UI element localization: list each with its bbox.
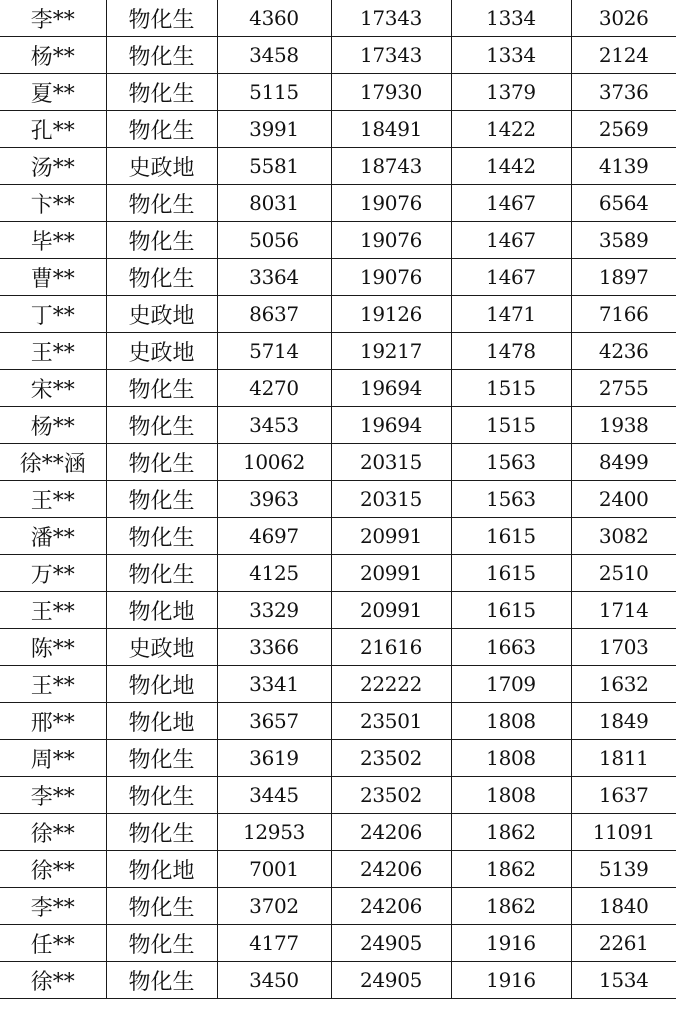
value-cell-4: 2261 bbox=[571, 925, 676, 962]
value-cell-1: 8637 bbox=[217, 296, 331, 333]
value-cell-2: 23502 bbox=[331, 777, 451, 814]
student-name-cell: 夏** bbox=[0, 74, 106, 111]
student-name-cell: 汤** bbox=[0, 148, 106, 185]
student-name-cell: 徐** bbox=[0, 962, 106, 999]
value-cell-1: 4697 bbox=[217, 518, 331, 555]
value-cell-2: 17343 bbox=[331, 0, 451, 37]
student-name-cell: 曹** bbox=[0, 259, 106, 296]
value-cell-4: 11091 bbox=[571, 814, 676, 851]
student-name-cell: 王** bbox=[0, 481, 106, 518]
table-row bbox=[0, 444, 676, 481]
table-row bbox=[0, 962, 676, 999]
value-cell-4: 1714 bbox=[571, 592, 676, 629]
value-cell-4: 1632 bbox=[571, 666, 676, 703]
student-name-cell: 丁** bbox=[0, 296, 106, 333]
value-cell-1: 3450 bbox=[217, 962, 331, 999]
student-name-cell: 杨** bbox=[0, 37, 106, 74]
student-name-cell: 孔** bbox=[0, 111, 106, 148]
value-cell-1: 3445 bbox=[217, 777, 331, 814]
subject-combo-cell: 物化地 bbox=[106, 592, 217, 629]
value-cell-1: 5115 bbox=[217, 74, 331, 111]
value-cell-3: 1862 bbox=[451, 888, 571, 925]
value-cell-2: 20991 bbox=[331, 555, 451, 592]
subject-combo-cell: 物化生 bbox=[106, 444, 217, 481]
value-cell-2: 21616 bbox=[331, 629, 451, 666]
value-cell-3: 1862 bbox=[451, 851, 571, 888]
student-name-cell: 杨** bbox=[0, 407, 106, 444]
value-cell-2: 20315 bbox=[331, 444, 451, 481]
value-cell-1: 4125 bbox=[217, 555, 331, 592]
table-row bbox=[0, 740, 676, 777]
subject-combo-cell: 物化生 bbox=[106, 222, 217, 259]
subject-combo-cell: 物化生 bbox=[106, 0, 217, 37]
value-cell-3: 1862 bbox=[451, 814, 571, 851]
value-cell-1: 3364 bbox=[217, 259, 331, 296]
table-row bbox=[0, 74, 676, 111]
subject-combo-cell: 物化生 bbox=[106, 74, 217, 111]
student-name-cell: 任** bbox=[0, 925, 106, 962]
subject-combo-cell: 物化生 bbox=[106, 481, 217, 518]
value-cell-1: 5714 bbox=[217, 333, 331, 370]
subject-combo-cell: 物化生 bbox=[106, 555, 217, 592]
table-row bbox=[0, 370, 676, 407]
value-cell-1: 10062 bbox=[217, 444, 331, 481]
value-cell-3: 1663 bbox=[451, 629, 571, 666]
value-cell-4: 2400 bbox=[571, 481, 676, 518]
value-cell-2: 19694 bbox=[331, 370, 451, 407]
value-cell-3: 1808 bbox=[451, 777, 571, 814]
value-cell-4: 4139 bbox=[571, 148, 676, 185]
student-name-cell: 潘** bbox=[0, 518, 106, 555]
student-name-cell: 王** bbox=[0, 666, 106, 703]
value-cell-2: 22222 bbox=[331, 666, 451, 703]
value-cell-1: 3963 bbox=[217, 481, 331, 518]
value-cell-2: 19694 bbox=[331, 407, 451, 444]
subject-combo-cell: 物化生 bbox=[106, 185, 217, 222]
subject-combo-cell: 物化生 bbox=[106, 777, 217, 814]
student-name-cell: 周** bbox=[0, 740, 106, 777]
value-cell-4: 2569 bbox=[571, 111, 676, 148]
subject-combo-cell: 史政地 bbox=[106, 148, 217, 185]
subject-combo-cell: 史政地 bbox=[106, 629, 217, 666]
value-cell-2: 19217 bbox=[331, 333, 451, 370]
subject-combo-cell: 物化生 bbox=[106, 925, 217, 962]
value-cell-3: 1478 bbox=[451, 333, 571, 370]
value-cell-4: 1703 bbox=[571, 629, 676, 666]
value-cell-1: 3619 bbox=[217, 740, 331, 777]
value-cell-3: 1515 bbox=[451, 370, 571, 407]
table-row bbox=[0, 666, 676, 703]
value-cell-2: 24206 bbox=[331, 814, 451, 851]
value-cell-4: 1849 bbox=[571, 703, 676, 740]
value-cell-1: 3458 bbox=[217, 37, 331, 74]
value-cell-3: 1808 bbox=[451, 740, 571, 777]
subject-combo-cell: 物化生 bbox=[106, 888, 217, 925]
value-cell-1: 5581 bbox=[217, 148, 331, 185]
table-row bbox=[0, 222, 676, 259]
subject-combo-cell: 物化生 bbox=[106, 37, 217, 74]
value-cell-1: 3453 bbox=[217, 407, 331, 444]
value-cell-1: 3991 bbox=[217, 111, 331, 148]
value-cell-4: 2510 bbox=[571, 555, 676, 592]
value-cell-1: 4360 bbox=[217, 0, 331, 37]
student-name-cell: 徐** bbox=[0, 814, 106, 851]
value-cell-3: 1422 bbox=[451, 111, 571, 148]
table-row bbox=[0, 481, 676, 518]
subject-combo-cell: 物化生 bbox=[106, 962, 217, 999]
student-name-cell: 宋** bbox=[0, 370, 106, 407]
value-cell-1: 7001 bbox=[217, 851, 331, 888]
table-row bbox=[0, 555, 676, 592]
student-name-cell: 李** bbox=[0, 777, 106, 814]
table-row bbox=[0, 259, 676, 296]
value-cell-2: 20315 bbox=[331, 481, 451, 518]
value-cell-3: 1467 bbox=[451, 185, 571, 222]
table-row bbox=[0, 592, 676, 629]
value-cell-2: 20991 bbox=[331, 592, 451, 629]
value-cell-3: 1563 bbox=[451, 481, 571, 518]
subject-combo-cell: 物化生 bbox=[106, 518, 217, 555]
value-cell-4: 3082 bbox=[571, 518, 676, 555]
value-cell-2: 24905 bbox=[331, 925, 451, 962]
value-cell-3: 1916 bbox=[451, 925, 571, 962]
value-cell-3: 1916 bbox=[451, 962, 571, 999]
value-cell-4: 1637 bbox=[571, 777, 676, 814]
subject-combo-cell: 物化生 bbox=[106, 740, 217, 777]
value-cell-2: 23502 bbox=[331, 740, 451, 777]
value-cell-3: 1334 bbox=[451, 37, 571, 74]
value-cell-3: 1379 bbox=[451, 74, 571, 111]
value-cell-2: 23501 bbox=[331, 703, 451, 740]
student-name-cell: 徐** bbox=[0, 851, 106, 888]
value-cell-2: 19126 bbox=[331, 296, 451, 333]
student-name-cell: 邢** bbox=[0, 703, 106, 740]
value-cell-3: 1515 bbox=[451, 407, 571, 444]
table-row bbox=[0, 518, 676, 555]
subject-combo-cell: 物化生 bbox=[106, 814, 217, 851]
value-cell-4: 3589 bbox=[571, 222, 676, 259]
value-cell-2: 24206 bbox=[331, 888, 451, 925]
value-cell-1: 3702 bbox=[217, 888, 331, 925]
value-cell-2: 18743 bbox=[331, 148, 451, 185]
value-cell-4: 1811 bbox=[571, 740, 676, 777]
subject-combo-cell: 物化生 bbox=[106, 407, 217, 444]
value-cell-3: 1808 bbox=[451, 703, 571, 740]
value-cell-4: 6564 bbox=[571, 185, 676, 222]
value-cell-3: 1563 bbox=[451, 444, 571, 481]
value-cell-4: 5139 bbox=[571, 851, 676, 888]
table-row bbox=[0, 407, 676, 444]
student-name-cell: 陈** bbox=[0, 629, 106, 666]
table-row bbox=[0, 925, 676, 962]
value-cell-4: 8499 bbox=[571, 444, 676, 481]
table-row bbox=[0, 814, 676, 851]
value-cell-3: 1615 bbox=[451, 592, 571, 629]
value-cell-2: 18491 bbox=[331, 111, 451, 148]
table-row bbox=[0, 777, 676, 814]
table-row bbox=[0, 185, 676, 222]
table-row bbox=[0, 888, 676, 925]
value-cell-1: 4177 bbox=[217, 925, 331, 962]
value-cell-1: 3366 bbox=[217, 629, 331, 666]
student-name-cell: 毕** bbox=[0, 222, 106, 259]
value-cell-4: 1897 bbox=[571, 259, 676, 296]
value-cell-2: 19076 bbox=[331, 222, 451, 259]
value-cell-4: 1534 bbox=[571, 962, 676, 999]
subject-combo-cell: 物化地 bbox=[106, 703, 217, 740]
table-row bbox=[0, 111, 676, 148]
value-cell-4: 7166 bbox=[571, 296, 676, 333]
subject-combo-cell: 物化生 bbox=[106, 259, 217, 296]
table-row bbox=[0, 296, 676, 333]
value-cell-1: 12953 bbox=[217, 814, 331, 851]
value-cell-1: 5056 bbox=[217, 222, 331, 259]
student-name-cell: 万** bbox=[0, 555, 106, 592]
value-cell-4: 2755 bbox=[571, 370, 676, 407]
value-cell-3: 1709 bbox=[451, 666, 571, 703]
value-cell-2: 19076 bbox=[331, 185, 451, 222]
student-name-cell: 李** bbox=[0, 0, 106, 37]
value-cell-1: 4270 bbox=[217, 370, 331, 407]
subject-combo-cell: 物化地 bbox=[106, 851, 217, 888]
value-cell-3: 1615 bbox=[451, 518, 571, 555]
value-cell-2: 17343 bbox=[331, 37, 451, 74]
value-cell-4: 4236 bbox=[571, 333, 676, 370]
value-cell-1: 3341 bbox=[217, 666, 331, 703]
subject-combo-cell: 物化生 bbox=[106, 370, 217, 407]
subject-combo-cell: 物化地 bbox=[106, 666, 217, 703]
table-row bbox=[0, 0, 676, 37]
value-cell-3: 1467 bbox=[451, 259, 571, 296]
value-cell-3: 1615 bbox=[451, 555, 571, 592]
table-row bbox=[0, 333, 676, 370]
value-cell-2: 17930 bbox=[331, 74, 451, 111]
value-cell-2: 24206 bbox=[331, 851, 451, 888]
value-cell-3: 1467 bbox=[451, 222, 571, 259]
subject-combo-cell: 史政地 bbox=[106, 296, 217, 333]
value-cell-3: 1471 bbox=[451, 296, 571, 333]
value-cell-1: 8031 bbox=[217, 185, 331, 222]
value-cell-4: 3736 bbox=[571, 74, 676, 111]
student-name-cell: 王** bbox=[0, 333, 106, 370]
value-cell-4: 1840 bbox=[571, 888, 676, 925]
value-cell-4: 1938 bbox=[571, 407, 676, 444]
student-name-cell: 李** bbox=[0, 888, 106, 925]
table-row bbox=[0, 703, 676, 740]
table-row bbox=[0, 148, 676, 185]
value-cell-2: 24905 bbox=[331, 962, 451, 999]
value-cell-1: 3329 bbox=[217, 592, 331, 629]
value-cell-3: 1442 bbox=[451, 148, 571, 185]
subject-combo-cell: 史政地 bbox=[106, 333, 217, 370]
table-row bbox=[0, 629, 676, 666]
value-cell-4: 3026 bbox=[571, 0, 676, 37]
table-row bbox=[0, 37, 676, 74]
subject-combo-cell: 物化生 bbox=[106, 111, 217, 148]
student-name-cell: 王** bbox=[0, 592, 106, 629]
student-name-cell: 卞** bbox=[0, 185, 106, 222]
table-row bbox=[0, 851, 676, 888]
value-cell-2: 19076 bbox=[331, 259, 451, 296]
value-cell-4: 2124 bbox=[571, 37, 676, 74]
student-name-cell: 徐**涵 bbox=[0, 444, 106, 481]
value-cell-2: 20991 bbox=[331, 518, 451, 555]
value-cell-1: 3657 bbox=[217, 703, 331, 740]
value-cell-3: 1334 bbox=[451, 0, 571, 37]
